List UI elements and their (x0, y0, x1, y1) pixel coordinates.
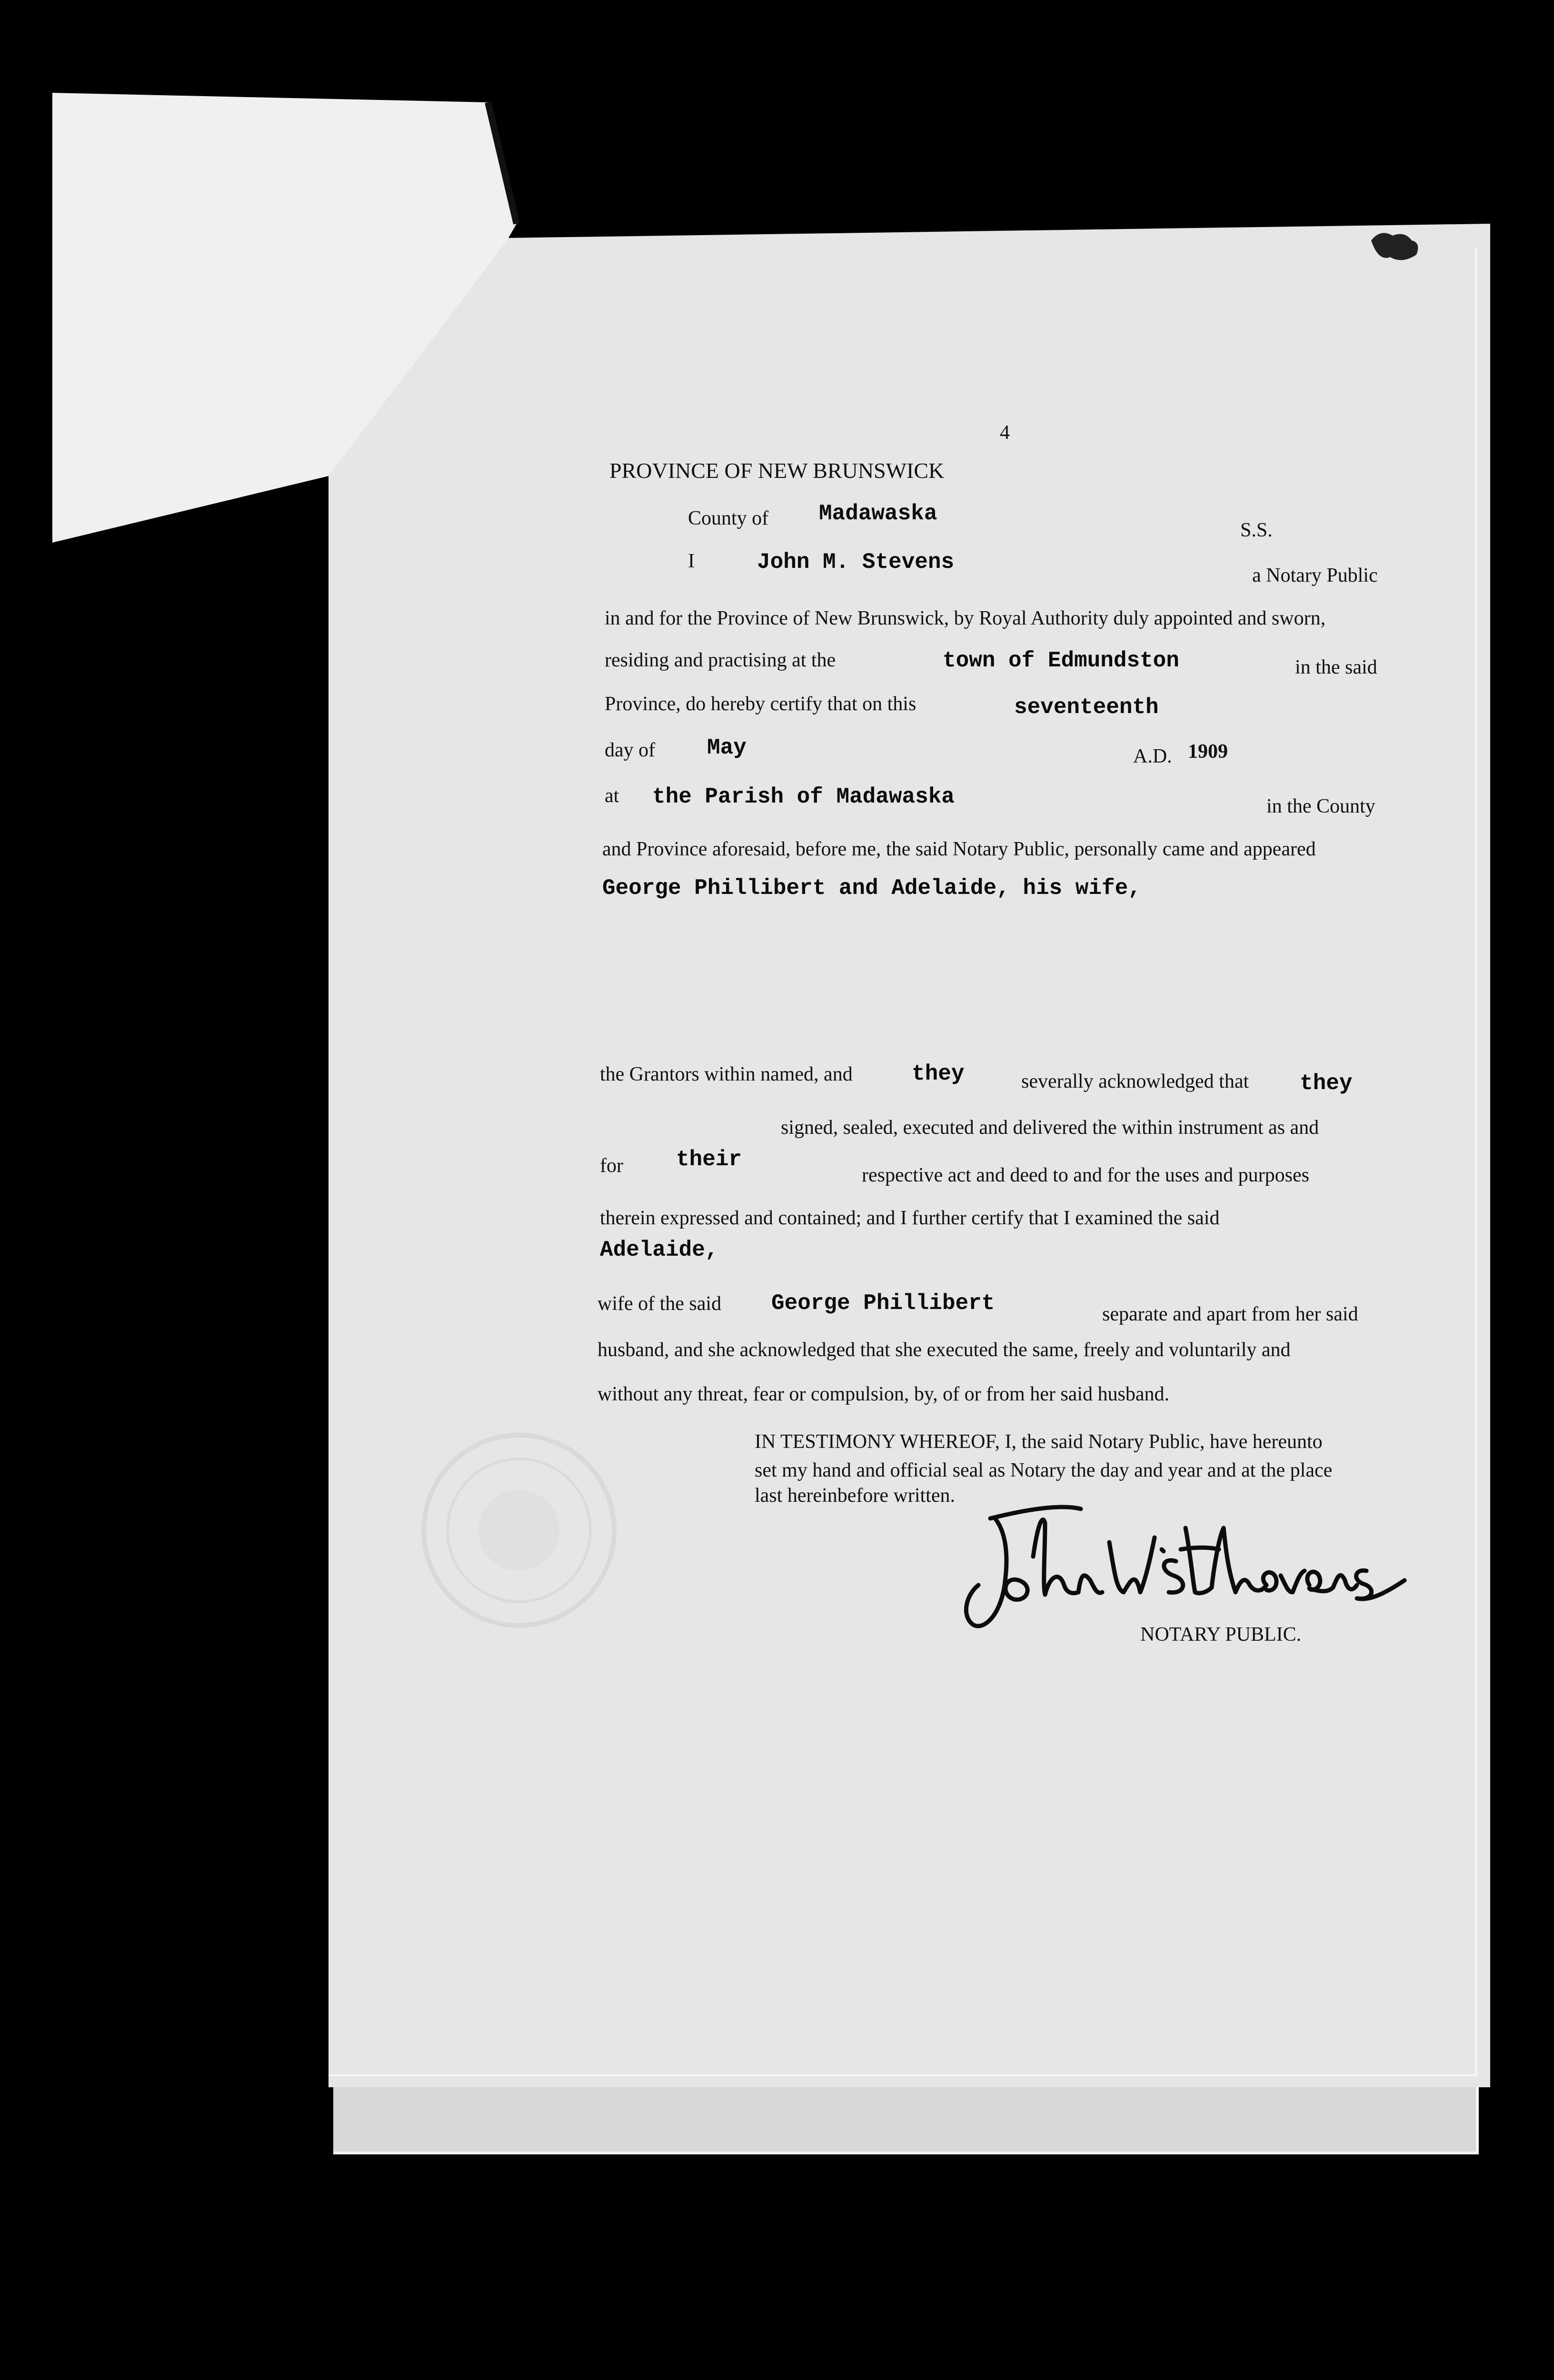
testimony-line-1: IN TESTIMONY WHEREOF, I, the said Notary Public, have hereunto (755, 1431, 1323, 1453)
province-heading: PROVINCE OF NEW BRUNSWICK (609, 458, 945, 483)
ad-label: A.D. (1133, 745, 1172, 767)
county-value: Madawaska (819, 501, 937, 526)
they-second: they (1300, 1071, 1353, 1096)
notary-public-footer: NOTARY PUBLIC. (1140, 1624, 1302, 1646)
notary-name: John M. Stevens (757, 550, 955, 575)
they-first: they (912, 1061, 965, 1086)
certify-label: Province, do hereby certify that on this (605, 693, 916, 715)
day-value: seventeenth (1014, 695, 1159, 720)
notary-public-label: a Notary Public (1252, 565, 1378, 586)
threat-line: without any threat, fear or compulsion, by, of or from her said husband. (598, 1383, 1169, 1405)
in-the-said-label: in the said (1295, 656, 1377, 678)
authority-line: in and for the Province of New Brunswick, by Royal Authority duly appointed and sworn, (605, 607, 1326, 629)
testimony-line-2: set my hand and official seal as Notary the day and year and at the place (755, 1459, 1333, 1481)
in-the-county-label: in the County (1266, 795, 1375, 817)
signed-line: signed, sealed, executed and delivered the within instrument as and (781, 1117, 1319, 1139)
year-value: 1909 (1188, 741, 1228, 763)
husband-name: George Phillibert (771, 1291, 995, 1316)
place-value: the Parish of Madawaska (652, 784, 955, 809)
i-label: I (688, 550, 695, 572)
wife-name: Adelaide, (600, 1238, 718, 1262)
appeared-line: and Province aforesaid, before me, the said Notary Public, personally came and appeared (602, 838, 1316, 860)
husband-line: husband, and she acknowledged that she executed the same, freely and voluntarily and (598, 1339, 1291, 1361)
ss-label: S.S. (1240, 519, 1273, 541)
at-label: at (605, 785, 619, 807)
acknowledged-label: severally acknowledged that (1021, 1071, 1249, 1092)
for-label: for (600, 1155, 623, 1177)
day-of-label: day of (605, 739, 656, 761)
page-number: 4 (1000, 422, 1010, 444)
county-label: County of (688, 507, 769, 529)
their-value: their (676, 1147, 742, 1172)
residence-value: town of Edmundston (943, 648, 1179, 673)
wife-of-label: wife of the said (598, 1293, 722, 1315)
separate-label: separate and apart from her said (1102, 1303, 1358, 1325)
therein-line: therein expressed and contained; and I further certify that I examined the said (600, 1207, 1220, 1229)
respective-line: respective act and deed to and for the uses and purposes (862, 1164, 1309, 1186)
residing-label: residing and practising at the (605, 649, 836, 671)
persons-value: George Phillibert and Adelaide, his wife, (602, 876, 1141, 901)
grantors-label: the Grantors within named, and (600, 1063, 853, 1085)
testimony-line-3: last hereinbefore written. (755, 1485, 955, 1507)
month-value: May (707, 735, 747, 760)
